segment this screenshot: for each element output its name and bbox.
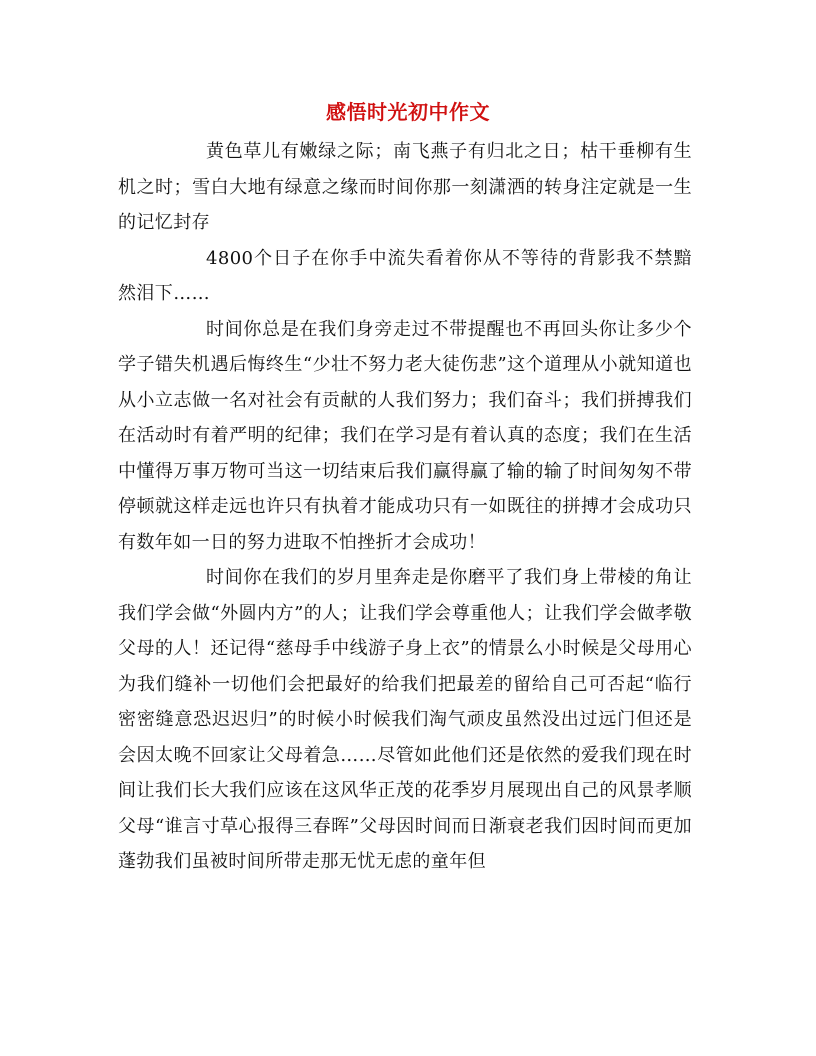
paragraph-1: 黄色草儿有嫩绿之际；南飞燕子有归北之日；枯干垂柳有生机之时；雪白大地有绿意之缘而时间你那一刻潇洒的转身注定就是一生的记忆封存: [118, 141, 692, 233]
document-title: 感悟时光初中作文: [326, 100, 490, 124]
paragraph-2: 4800个日子在你手中流失看着你从不等待的背影我不禁黯然泪下……: [118, 247, 692, 304]
paragraph-3: 时间你总是在我们身旁走过不带提醒也不再回头你让多少个学子错失机遇后悔终生“少壮不努力老大徒伤悲”这个道理从小就知道也从小立志做一名对社会有贡献的人我们努力；我们奋斗；我们拼搏我们在活动时有着严明的纪律；我们在学习是有着认真的态度；我们在生活中懂得万事万物可当这一切结束后我们赢得赢了输的输了时间匆匆不带停顿就这样走远也许只有执着才能成功只有一如既往的拼搏才会成功只有数年如一日的努力进取不怕挫折才会成功！: [118, 318, 692, 553]
paragraph-4: 时间你在我们的岁月里奔走是你磨平了我们身上带棱的角让我们学会做“外圆内方”的人；让我们学会尊重他人；让我们学会做孝敬父母的人！还记得“慈母手中线游子身上衣”的情景么小时候是父母用心为我们缝补一切他们会把最好的给我们把最差的留给自己可否起“临行密密缝意恐迟迟归”的时候小时候我们淘气顽皮虽然没出过远门但还是会因太晚不回家让父母着急……尽管如此他们还是依然的爱我们现在时间让我们长大我们应该在这风华正茂的花季岁月展现出自己的风景孝顺父母“谁言寸草心报得三春晖”父母因时间而日渐衰老我们因时间而更加蓬勃我们虽被时间所带走那无忧无虑的童年但: [118, 567, 692, 872]
document-body: [118, 134, 692, 880]
